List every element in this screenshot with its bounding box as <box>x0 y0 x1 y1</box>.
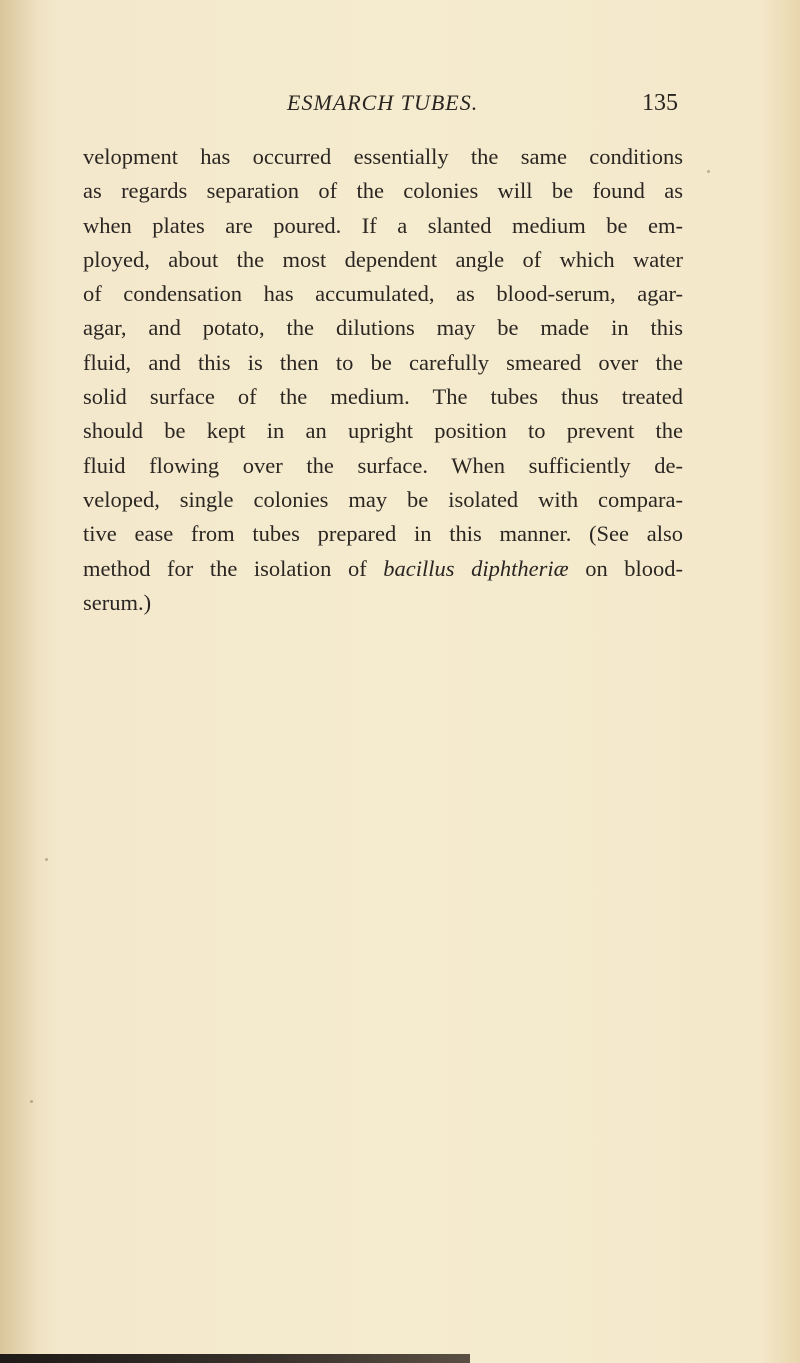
page-number: 135 <box>642 90 678 116</box>
text-line: when plates are poured. If a slanted medium be em- <box>83 212 683 238</box>
paper-speck <box>707 170 710 173</box>
text-line <box>83 552 683 586</box>
text-line: tive ease from tubes prepared in this manner. (See also <box>83 521 683 547</box>
page-gutter-shadow <box>0 0 40 1363</box>
text-line: fluid, and this is then to be carefully smeared over the <box>83 349 683 375</box>
text-run: on blood- <box>568 555 684 581</box>
text-line: serum.) <box>83 589 152 615</box>
text-line: fluid flowing over the surface. When sufficiently de- <box>83 452 683 478</box>
text-line: velopment has occurred essentially the same conditions <box>83 144 683 169</box>
body-paragraph <box>83 140 683 620</box>
text-line: of condensation has accumulated, as blood-serum, agar- <box>83 281 683 307</box>
page-header <box>0 90 800 124</box>
italic-species-name: bacillus diphtheriæ <box>383 555 569 581</box>
paper-speck <box>30 1100 33 1103</box>
text-run: method for the isolation of <box>83 555 384 581</box>
text-line: veloped, single colonies may be isolated with compara- <box>83 486 683 512</box>
text-line: solid surface of the medium. The tubes thus treated <box>83 384 683 410</box>
running-head: ESMARCH TUBES. <box>287 90 479 115</box>
text-line: ployed, about the most dependent angle of which water <box>83 246 683 272</box>
text-line: as regards separation of the colonies will be found as <box>83 178 683 204</box>
page-bottom-edge <box>0 1354 470 1363</box>
text-line: agar, and potato, the dilutions may be made in this <box>83 315 683 341</box>
text-line: should be kept in an upright position to prevent the <box>83 418 683 444</box>
paper-speck <box>45 858 48 861</box>
